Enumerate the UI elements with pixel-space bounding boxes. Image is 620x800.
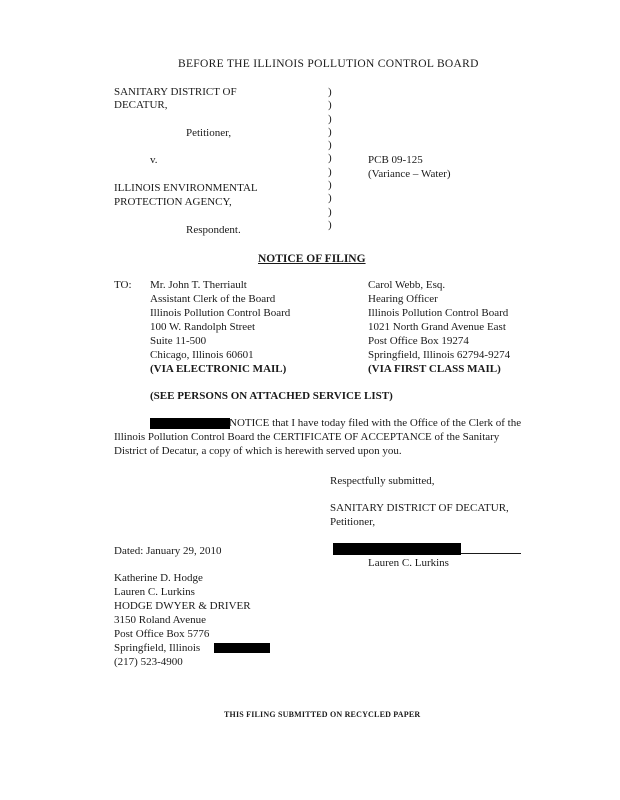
recipient-right-line: Carol Webb, Esq. (368, 279, 446, 291)
recipient-right-line: Illinois Pollution Control Board (368, 307, 509, 319)
paren: ) (328, 192, 332, 205)
respondent-line-2: PROTECTION AGENCY, (114, 196, 232, 208)
closing-party-line-1: SANITARY DISTRICT OF DECATUR, (330, 502, 509, 514)
attorney-name-1: Katherine D. Hodge (114, 572, 203, 584)
notice-heading: NOTICE OF FILING (258, 253, 366, 265)
petitioner-line-2: DECATUR, (114, 99, 168, 111)
respondent-line-1: ILLINOIS ENVIRONMENTAL (114, 182, 258, 194)
paren: ) (328, 218, 332, 231)
paren: ) (328, 112, 332, 125)
body-text: NOTICE that I have today filed with the Office of the Clerk of the Illinois Pollution Control Board the CERTIFICATE OF ACCEPTANCE of the Sanitary District of Decatur, a copy of which is herewith served upon you. (114, 417, 522, 457)
paren: ) (328, 152, 332, 165)
recipient-right-line: 1021 North Grand Avenue East (368, 321, 506, 333)
case-number: PCB 09-125 (368, 154, 423, 166)
recipient-right-line: Springfield, Illinois 62794-9274 (368, 349, 511, 361)
versus: v. (150, 154, 158, 166)
firm-city: Springfield, Illinois (114, 642, 201, 654)
paren: ) (328, 139, 332, 152)
body-paragraph (114, 416, 534, 458)
zip-redaction (214, 643, 270, 653)
recipient-left-line: 100 W. Randolph Street (150, 321, 256, 333)
signature-redaction (333, 543, 461, 555)
paren: ) (328, 99, 332, 112)
firm-street: 3150 Roland Avenue (114, 614, 207, 626)
paren: ) (328, 165, 332, 178)
petitioner-role: Petitioner, (186, 127, 232, 139)
respectfully-submitted: Respectfully submitted, (330, 475, 435, 487)
respondent-role: Respondent. (186, 224, 241, 236)
signature-line (461, 553, 521, 554)
recipient-left-delivery: (VIA ELECTRONIC MAIL) (150, 363, 287, 375)
recipient-left-line: Suite 11-500 (150, 335, 207, 347)
recipient-right-delivery: (VIA FIRST CLASS MAIL) (368, 363, 501, 375)
paren: ) (328, 125, 332, 138)
recycled-paper-footer: THIS FILING SUBMITTED ON RECYCLED PAPER (224, 710, 421, 719)
recipient-left-line: Chicago, Illinois 60601 (150, 349, 254, 361)
recipient-right-line: Hearing Officer (368, 293, 438, 305)
attorney-name-2: Lauren C. Lurkins (114, 586, 195, 598)
closing-party-line-2: Petitioner, (330, 516, 376, 528)
signer-name: Lauren C. Lurkins (368, 557, 449, 569)
petitioner-line-1: SANITARY DISTRICT OF (114, 86, 237, 98)
paren: ) (328, 205, 332, 218)
dated: Dated: January 29, 2010 (114, 545, 222, 557)
page-title: BEFORE THE ILLINOIS POLLUTION CONTROL BOARD (178, 58, 479, 70)
firm-phone: (217) 523-4900 (114, 656, 183, 668)
firm-po-box: Post Office Box 5776 (114, 628, 210, 640)
caption-parens (328, 86, 338, 232)
recipient-left-line: Mr. John T. Therriault (150, 279, 247, 291)
case-type: (Variance – Water) (368, 168, 451, 180)
recipient-left-line: Assistant Clerk of the Board (150, 293, 276, 305)
paren: ) (328, 86, 332, 98)
service-list-note: (SEE PERSONS ON ATTACHED SERVICE LIST) (150, 390, 393, 402)
to-label: TO: (114, 279, 132, 291)
law-firm: HODGE DWYER & DRIVER (114, 600, 251, 612)
recipient-right-line: Post Office Box 19274 (368, 335, 469, 347)
paren: ) (328, 179, 332, 192)
recipient-left-line: Illinois Pollution Control Board (150, 307, 291, 319)
